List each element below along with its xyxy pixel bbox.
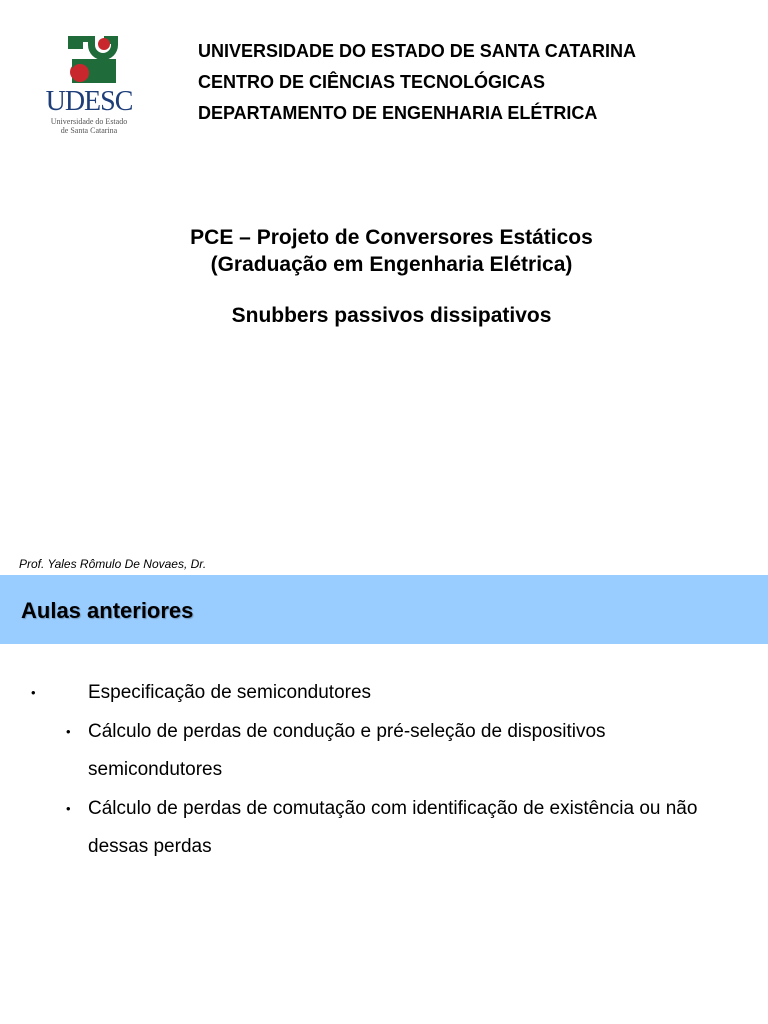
udesc-logo [34, 22, 144, 134]
bullet-list [0, 674, 768, 867]
title-block [0, 224, 768, 329]
center-name: CENTRO DE CIÊNCIAS TECNOLÓGICAS [198, 72, 546, 92]
list-item [0, 790, 708, 867]
emblem-red-circle-top [98, 38, 110, 50]
list-item [0, 713, 708, 790]
bullet-icon: • [31, 685, 36, 700]
list-item-text: Cálculo de perdas de comutação com identificação de existência ou não dessas perdas [88, 797, 698, 857]
logo-wordmark: UDESC [45, 86, 133, 117]
university-name: UNIVERSIDADE DO ESTADO DE SANTA CATARINA [198, 41, 637, 61]
heading-band [0, 575, 768, 644]
emblem-red-dot [71, 64, 89, 82]
udesc-emblem [34, 22, 144, 88]
list-item [0, 674, 768, 713]
program-title: (Graduação em Engenharia Elétrica) [210, 253, 573, 276]
previous-lessons-slide [0, 575, 768, 1024]
bullet-icon: • [66, 800, 71, 816]
institution-header [198, 36, 636, 129]
slide-heading: Aulas anteriores [21, 598, 194, 623]
bullet-icon: • [66, 723, 71, 739]
department-name: DEPARTAMENTO DE ENGENHARIA ELÉTRICA [198, 103, 598, 123]
topic-title: Snubbers passivos dissipativos [231, 304, 552, 327]
logo-subtitle-2: de Santa Catarina [60, 126, 118, 135]
logo-subtitle-1: Universidade do Estado [50, 117, 128, 126]
course-title: PCE – Projeto de Conversores Estáticos [190, 226, 593, 249]
emblem-green-block-top-left [68, 36, 83, 49]
list-item-text: Cálculo de perdas de condução e pré-seleção de dispositivos semicondutores [88, 720, 606, 780]
list-item-text: Especificação de semicondutores [88, 682, 372, 703]
author-credit: Prof. Yales Rômulo De Novaes, Dr. [19, 557, 207, 571]
